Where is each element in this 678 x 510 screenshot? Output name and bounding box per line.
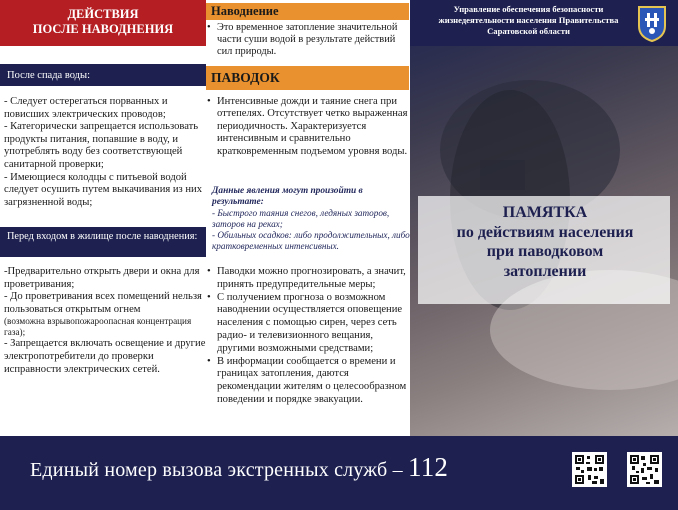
list-item: • Паводки можно прогнозировать, а значит, принять предупредительные меры; — [207, 266, 406, 290]
org-name: Управление обеспечения безопасности жизнедеятельности населения Правительства Саратовской области — [438, 4, 619, 36]
causes-heading: Данные явления могут произойти в результате: — [212, 186, 363, 207]
list-item: - Категорически запрещается использовать продукты питания, попавшие в воду, и употреблять воду без соответствующей санитарной проверки; — [4, 121, 199, 170]
list-item: • В информации сообщается о времени и границах затопления, даются рекомендации жителям о целесообразном поведении и порядке эвакуации. — [207, 355, 407, 405]
freshet-definition: • Интенсивные дожди и таяние снега при оттепелях. Отсутствует четко выраженная периодичность. Характеризуется интенсивным и сравнительно кратковременным подъемом уровня воды. — [207, 96, 408, 157]
causes-list — [212, 208, 410, 252]
saratov-coat-of-arms-icon — [636, 4, 668, 42]
qr-code-icon — [627, 452, 662, 487]
emergency-hotline: Единый номер вызова экстренных служб – 112 — [30, 452, 449, 482]
list-item: - Следует остерегаться порванных и повисших электрических проводов; — [4, 96, 168, 120]
bullet-icon: • — [207, 96, 211, 107]
freshet-heading: ПАВОДОК — [206, 66, 409, 90]
flood-definition: • Это временное затопление значительной части суши водой в результате действий сил природы. — [207, 22, 398, 57]
after-flood-heading: После спада воды: — [0, 64, 206, 86]
brochure-title: ПАМЯТКА по действиям населения при паводковом затоплении — [456, 204, 634, 280]
list-item: - Обильных осадков: либо продолжительных, либо кратковременных интенсивных. — [212, 230, 410, 251]
bullet-icon: • — [207, 291, 211, 303]
bullet-icon: • — [207, 266, 211, 277]
before-entering-heading: Перед входом в жилище после наводнения: — [0, 227, 206, 257]
after-flood-list — [4, 96, 204, 209]
list-item-note: (возможна взрывопожароопасная концентрация газа); — [4, 316, 192, 338]
brochure-heading: ДЕЙСТВИЯ ПОСЛЕ НАВОДНЕНИЯ — [0, 0, 206, 46]
bullet-icon: • — [207, 22, 211, 33]
list-item: - Быстрого таяния снегов, ледяных заторов, заторов на реках; — [212, 208, 390, 229]
list-item: • С получением прогноза о возможном наводнении осуществляется оповещение населения с помощью сирен, через сеть радио- и телевизионного вещания, другими возможными средствами; — [207, 291, 403, 354]
list-item: - Запрещается включать освещение и другие электропотребители до проверки исправности электрических сетей. — [4, 338, 206, 375]
hotline-number: 112 — [408, 452, 449, 482]
before-entering-list — [4, 266, 206, 376]
forecast-list — [207, 266, 410, 407]
list-item: - Имеющиеся колодцы с питьевой водой следует осушить путем выкачивания из них загрязненной воды; — [4, 171, 203, 208]
list-item: -Предварительно открыть двери и окна для проветривания; — [4, 266, 200, 290]
bullet-icon: • — [207, 355, 211, 367]
list-item: - До проветривания всех помещений нельзя пользоваться открытым огнем — [4, 291, 202, 315]
flood-heading: Наводнение — [206, 3, 409, 20]
qr-code-icon — [572, 452, 607, 487]
